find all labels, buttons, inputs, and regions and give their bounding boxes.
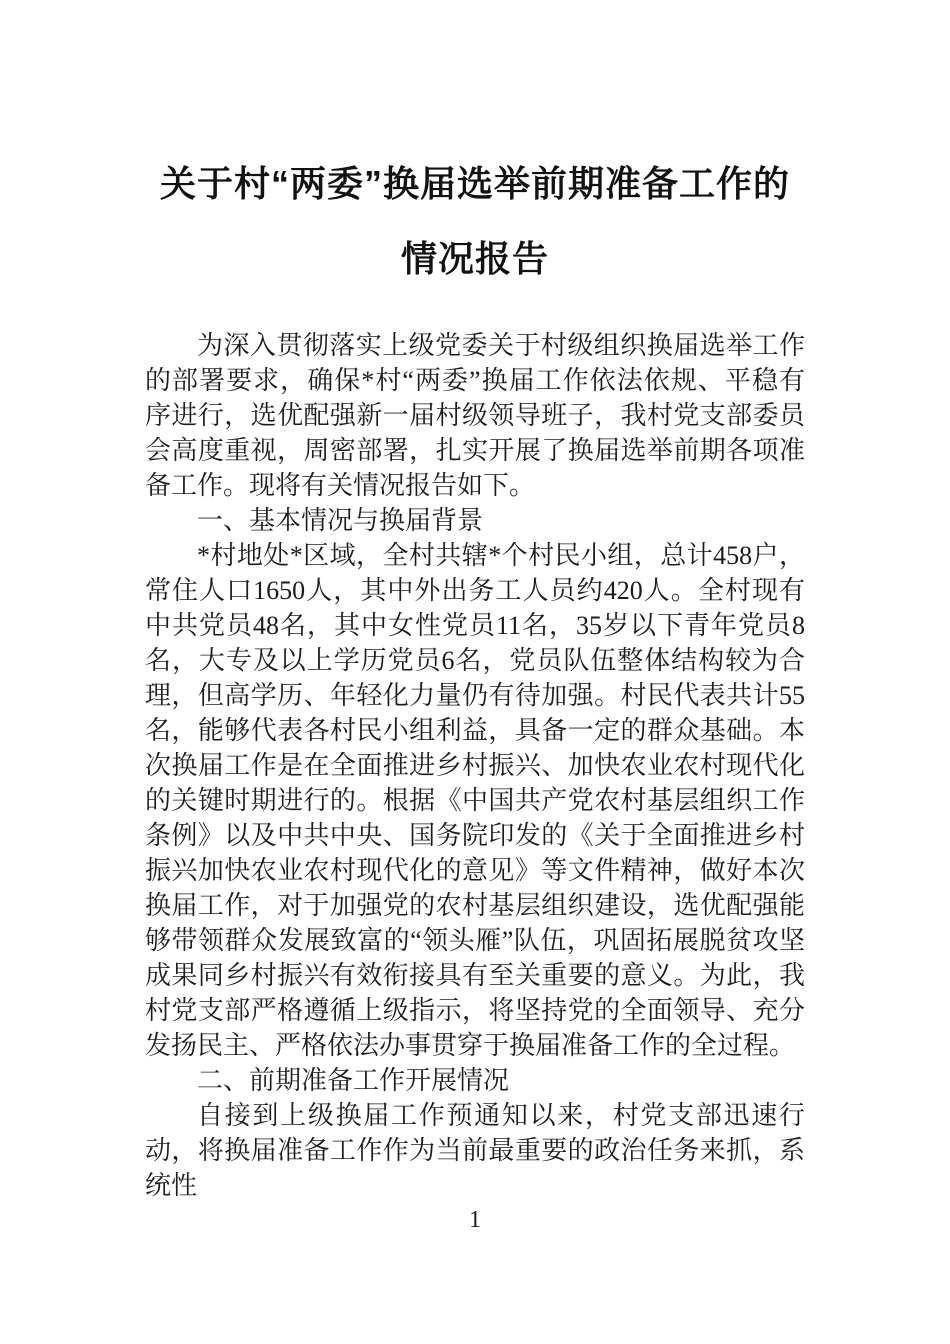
page-number: 1 xyxy=(469,1207,481,1233)
paragraph-intro: 为深入贯彻落实上级党委关于村级组织换届选举工作的部署要求，确保*村“两委”换届工作依法依规、平稳有序进行，选优配强新一届村级领导班子，我村党支部委员会高度重视，周密部署，扎实开展了换届选举前期各项准备工作。现将有关情况报告如下。 xyxy=(145,331,805,500)
document-title xyxy=(145,146,805,296)
section-heading-1: 一、基本情况与换届背景 xyxy=(197,506,484,535)
title-line-1: 关于村“两委”换届选举前期准备工作的 xyxy=(159,163,790,204)
title-line-2: 情况报告 xyxy=(400,238,549,279)
section-heading-2: 二、前期准备工作开展情况 xyxy=(197,1066,510,1095)
document-body xyxy=(145,328,805,1203)
paragraph-section-1-body: *村地处*区域，全村共辖*个村民小组，总计458户，常住人口1650人，其中外出务工人员约420人。全村现有中共党员48名，其中女性党员11名，35岁以下青年党员8名，大专及以上学历党员6名，党员队伍整体结构较为合理，但高学历、年轻化力量仍有待加强。村民代表共计55名，能够代表各村民小组利益，具备一定的群众基础。本次换届工作是在全面推进乡村振兴、加快农业农村现代化的关键时期进行的。根据《中国共产党农村基层组织工作条例》以及中共中央、国务院印发的《关于全面推进乡村振兴加快农业农村现代化的意见》等文件精神，做好本次换届工作，对于加强党的农村基层组织建设，选优配强能够带领群众发展致富的“领头雁”队伍，巩固拓展脱贫攻坚成果同乡村振兴有效衔接具有至关重要的意义。为此，我村党支部严格遵循上级指示，将坚持党的全面领导、充分发扬民主、严格依法办事贯穿于换届准备工作的全过程。 xyxy=(145,541,805,1060)
paragraph-section-2-body: 自接到上级换届工作预通知以来，村党支部迅速行动，将换届准备工作作为当前最重要的政治任务来抓，系统性 xyxy=(145,1101,805,1200)
